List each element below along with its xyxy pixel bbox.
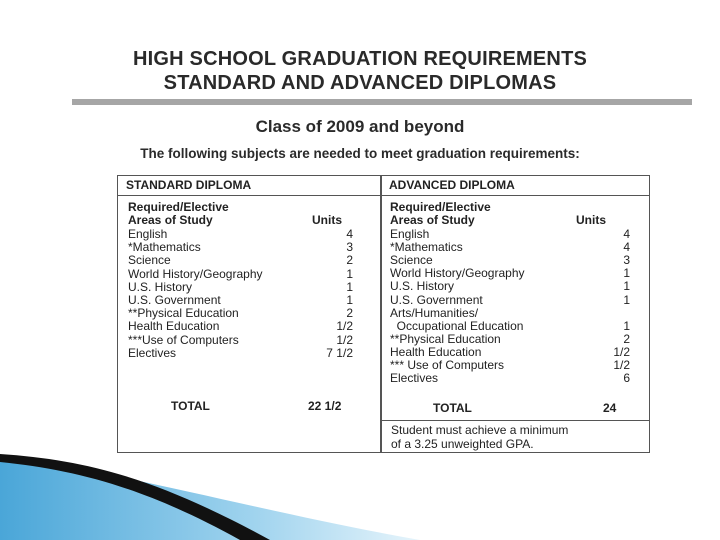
advanced-subject: **Physical Education [390, 331, 501, 346]
intro-text: The following subjects are needed to meet graduation requirements: [140, 146, 580, 161]
standard-subject: World History/Geography [128, 266, 263, 281]
standard-subject: **Physical Education [128, 306, 239, 321]
standard-units: 2 [346, 306, 353, 321]
standard-total-label: TOTAL [171, 399, 210, 413]
standard-units: 4 [346, 227, 353, 241]
standard-areas-label: Areas of Study [128, 213, 213, 227]
standard-subject: Electives [128, 345, 177, 360]
standard-subject: U.S. History [128, 279, 193, 294]
advanced-units: 1 [623, 318, 630, 333]
requirements-table [117, 175, 650, 453]
title-divider [72, 99, 692, 105]
advanced-units: 3 [623, 253, 630, 268]
standard-subject: English [128, 227, 168, 241]
class-heading: Class of 2009 and beyond [255, 117, 465, 136]
advanced-units: 1 [623, 292, 630, 307]
decorative-swoosh [0, 440, 720, 540]
advanced-units: 1/2 [613, 344, 630, 359]
standard-subject: *Mathematics [128, 240, 201, 255]
advanced-subject: U.S. Government [390, 292, 483, 307]
standard-units: 3 [346, 240, 353, 255]
page-title: HIGH SCHOOL GRADUATION REQUIREMENTS [132, 48, 588, 70]
advanced-units: 4 [623, 240, 630, 255]
standard-units-label: Units [312, 213, 342, 227]
advanced-units: 4 [623, 227, 630, 241]
advanced-subject: Science [390, 253, 433, 268]
advanced-subject: *Mathematics [390, 240, 463, 255]
advanced-diploma-header: ADVANCED DIPLOMA [389, 178, 515, 192]
gpa-note-line2: of a 3.25 unweighted GPA. [391, 437, 534, 451]
advanced-subject: English [390, 227, 430, 241]
advanced-diploma-column [382, 176, 650, 452]
advanced-units: 2 [623, 331, 630, 346]
advanced-units: 1 [623, 279, 630, 294]
advanced-units: 1/2 [613, 358, 630, 372]
advanced-subject: Occupational Education [390, 318, 524, 333]
standard-units: 1/2 [336, 319, 353, 334]
advanced-units: 1 [623, 266, 630, 281]
advanced-subject: Arts/Humanities/ [390, 305, 479, 320]
standard-units: 1/2 [336, 332, 353, 347]
standard-units: 7 1/2 [326, 345, 353, 360]
standard-units: 1 [346, 293, 353, 307]
advanced-areas-label: Areas of Study [390, 213, 475, 227]
advanced-subject: Electives [390, 371, 439, 386]
standard-subject: Health Education [128, 319, 220, 334]
standard-units: 2 [346, 253, 353, 268]
standard-total-value: 22 1/2 [308, 399, 342, 413]
standard-subject: U.S. Government [128, 293, 221, 307]
advanced-total-value: 24 [603, 401, 617, 415]
advanced-subject: U.S. History [390, 279, 455, 294]
standard-diploma-header: STANDARD DIPLOMA [126, 178, 252, 192]
advanced-required-label: Required/Elective [390, 200, 491, 214]
page-subtitle: STANDARD AND ADVANCED DIPLOMAS [163, 72, 557, 94]
standard-subject: ***Use of Computers [128, 332, 239, 347]
advanced-subject: World History/Geography [390, 266, 525, 281]
advanced-subject: Health Education [390, 344, 482, 359]
gpa-note-line1: Student must achieve a minimum [391, 423, 569, 437]
advanced-subject: *** Use of Computers [390, 358, 505, 372]
standard-required-label: Required/Elective [128, 200, 229, 214]
standard-subject: Science [128, 253, 171, 268]
advanced-total-label: TOTAL [433, 401, 472, 415]
standard-diploma-column [118, 176, 380, 452]
advanced-units: 6 [623, 371, 630, 386]
standard-units: 1 [346, 279, 353, 294]
standard-units: 1 [346, 266, 353, 281]
advanced-units-label: Units [576, 213, 606, 227]
